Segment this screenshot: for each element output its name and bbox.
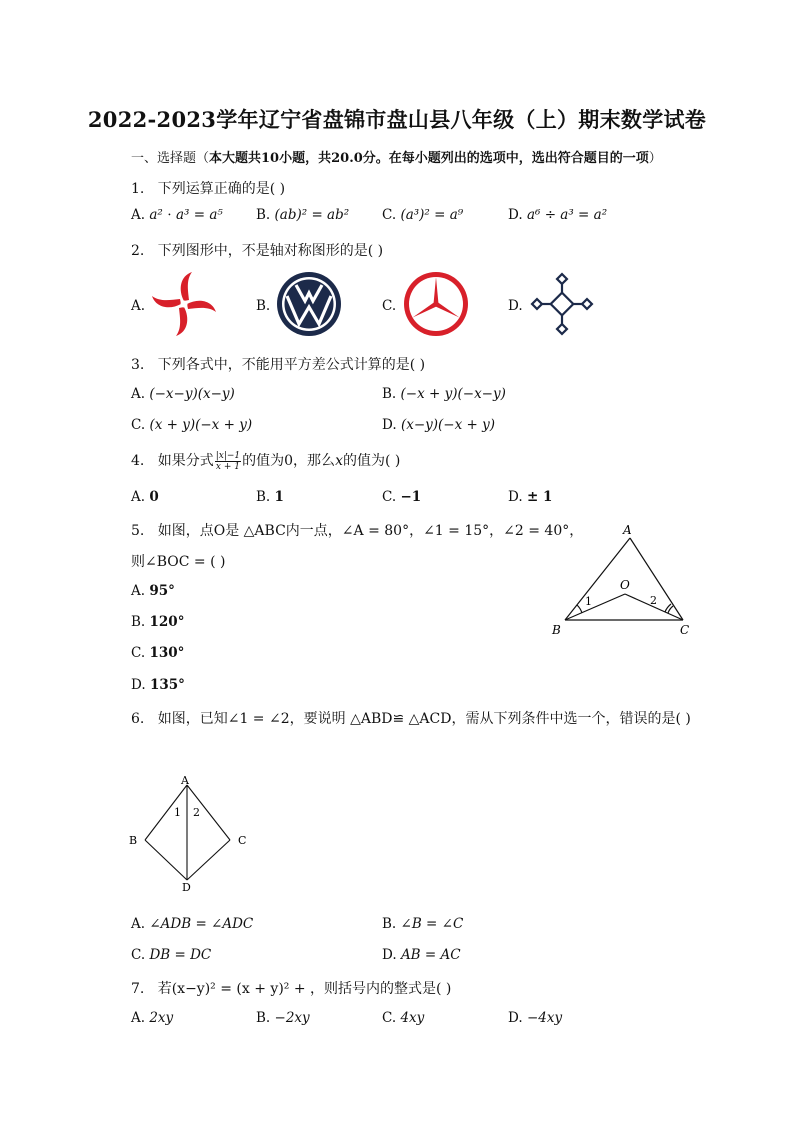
side-cd	[187, 840, 230, 880]
option-text: 130°	[149, 645, 185, 661]
question-variable: x	[335, 453, 343, 469]
option-text: 120°	[149, 614, 185, 630]
label-a: A	[623, 523, 632, 537]
option-text: (x−y)(−x + y)	[400, 417, 496, 433]
side-bd	[145, 840, 187, 880]
question-number: 5.	[131, 523, 145, 539]
option-text: AB = AC	[400, 947, 461, 963]
label-angle-1: 1	[174, 806, 181, 819]
option-text: 1	[274, 489, 284, 505]
q3-option-a[interactable]	[131, 386, 235, 402]
option-text: (a³)² = a⁹	[400, 207, 464, 223]
q4-option-d[interactable]	[508, 489, 552, 505]
option-text: (−x + y)(−x−y)	[400, 386, 506, 402]
section-heading-prefix: 一、选择题（	[131, 151, 210, 166]
question-1	[131, 178, 285, 198]
q3-option-c[interactable]	[131, 417, 252, 433]
option-text: 4xy	[400, 1010, 425, 1026]
q7-option-a[interactable]	[131, 1010, 173, 1026]
option-letter: B.	[256, 298, 271, 314]
q2-option-a[interactable]	[131, 298, 145, 314]
question-4	[131, 450, 400, 472]
q3-option-d[interactable]	[382, 417, 495, 433]
question-stem: 下列运算正确的是( )	[157, 181, 286, 197]
question-stem-post: 的值为( )	[342, 453, 401, 469]
q2-option-d[interactable]	[508, 298, 523, 314]
option-letter: A.	[131, 298, 146, 314]
question-number: 2.	[131, 243, 145, 259]
option-letter: B.	[256, 207, 271, 223]
question-number: 4.	[131, 453, 145, 469]
label-angle-2: 2	[650, 594, 657, 607]
q7-option-c[interactable]	[382, 1010, 424, 1026]
option-letter: A.	[131, 489, 146, 505]
three-pointed-star-icon	[402, 270, 470, 338]
vw-logo-icon	[275, 270, 343, 338]
q6-option-c[interactable]	[131, 947, 211, 963]
label-angle-2: 2	[193, 806, 200, 819]
section-heading-tail: ）	[648, 151, 662, 166]
option-text: 2xy	[149, 1010, 174, 1026]
option-text: −1	[400, 489, 422, 505]
option-letter: C.	[131, 417, 146, 433]
option-letter: D.	[508, 1010, 523, 1026]
option-letter: B.	[256, 1010, 271, 1026]
q6-option-d[interactable]	[382, 947, 461, 963]
option-text: −2xy	[274, 1010, 310, 1026]
option-letter: C.	[382, 1010, 397, 1026]
pinwheel-icon	[150, 270, 218, 338]
option-text: ∠ADB = ∠ADC	[149, 916, 254, 932]
q7-option-d[interactable]	[508, 1010, 562, 1026]
option-letter: C.	[131, 645, 146, 661]
option-letter: B.	[131, 614, 146, 630]
kite-abcd-figure	[125, 770, 255, 895]
option-text: ± 1	[526, 489, 553, 505]
option-letter: D.	[382, 947, 397, 963]
option-text: 135°	[149, 677, 185, 693]
option-letter: B.	[256, 489, 271, 505]
option-letter: D.	[508, 489, 523, 505]
label-a: A	[181, 774, 189, 787]
q1-option-b[interactable]	[256, 207, 349, 223]
option-letter: B.	[382, 386, 397, 402]
section-heading-bold: 本大题共10小题，共20.0分。在每小题列出的选项中，选出符合题目的一项	[209, 151, 649, 166]
q6-option-b[interactable]	[382, 916, 463, 932]
question-5-line-2: 则∠BOC = ( )	[131, 554, 226, 570]
question-number: 3.	[131, 357, 145, 373]
option-text: ∠B = ∠C	[400, 916, 464, 932]
option-letter: A.	[131, 583, 146, 599]
question-stem: 下列图形中，不是轴对称图形的是( )	[157, 243, 384, 259]
question-stem: 如图，点O是 △ABC内一点，∠A = 80°，∠1 = 15°，∠2 = 40°，	[157, 523, 584, 539]
fraction	[215, 451, 241, 472]
q2-option-c[interactable]	[382, 298, 396, 314]
page-title: 2022-2023学年辽宁省盘锦市盘山县八年级（上）期末数学试卷	[87, 107, 707, 132]
label-c: C	[680, 623, 690, 637]
option-letter: A.	[131, 1010, 146, 1026]
option-text: (−x−y)(x−y)	[149, 386, 235, 402]
question-stem: 下列各式中，不能用平方差公式计算的是( )	[157, 357, 426, 373]
option-letter: D.	[131, 677, 146, 693]
q5-option-d[interactable]	[131, 677, 185, 693]
question-stem-mid: 的值为0，那么	[242, 453, 336, 469]
option-letter: B.	[382, 916, 397, 932]
option-letter: D.	[508, 207, 523, 223]
option-letter: A.	[131, 916, 146, 932]
fraction-denominator: x + 1	[215, 461, 240, 472]
question-6	[131, 708, 691, 728]
diamond-cross-icon	[530, 272, 594, 336]
question-stem: 如图，已知∠1 = ∠2，要说明 △ABD≌ △ACD，需从下列条件中选一个，错误的是( )	[157, 711, 691, 727]
q6-option-a[interactable]	[131, 916, 253, 932]
option-letter: C.	[382, 207, 397, 223]
segment-bo	[565, 594, 625, 620]
q1-option-d[interactable]	[508, 207, 607, 223]
option-text: a⁶ ÷ a³ = a²	[526, 207, 608, 223]
angle-2-arc-inner	[668, 606, 673, 613]
option-letter: C.	[131, 947, 146, 963]
option-text: 95°	[149, 583, 175, 599]
label-b: B	[129, 834, 138, 847]
option-letter: C.	[382, 489, 397, 505]
label-angle-1: 1	[585, 595, 592, 608]
option-text: (ab)² = ab²	[274, 207, 350, 223]
q2-option-b[interactable]	[256, 298, 270, 314]
q4-option-b[interactable]	[256, 489, 284, 505]
label-d: D	[182, 881, 191, 894]
fraction-numerator: |x|−1	[215, 450, 241, 461]
q7-option-b[interactable]	[256, 1010, 310, 1026]
option-letter: C.	[382, 298, 397, 314]
option-letter: D.	[508, 298, 523, 314]
q5-option-b[interactable]	[131, 614, 184, 630]
option-text: 0	[149, 489, 159, 505]
question-3	[131, 354, 425, 374]
section-heading	[131, 147, 662, 166]
question-5	[131, 520, 583, 540]
option-text: (x + y)(−x + y)	[149, 417, 253, 433]
label-c: C	[238, 834, 247, 847]
option-text: −4xy	[526, 1010, 563, 1026]
triangle-abc-figure	[545, 518, 700, 640]
label-o: O	[620, 578, 630, 592]
question-stem-pre: 如果分式	[157, 453, 214, 469]
q1-option-a[interactable]	[131, 207, 223, 223]
question-stem: 若(x−y)² = (x + y)² + ，则括号内的整式是( )	[157, 981, 452, 997]
question-7	[131, 978, 451, 998]
option-letter: A.	[131, 386, 146, 402]
q1-option-c[interactable]	[382, 207, 463, 223]
option-letter: D.	[382, 417, 397, 433]
angle-2-arc	[665, 604, 671, 612]
option-letter: A.	[131, 207, 146, 223]
option-text: a² ⋅ a³ = a⁵	[149, 207, 223, 223]
q4-option-a[interactable]	[131, 489, 159, 505]
q5-option-c[interactable]	[131, 645, 184, 661]
option-text: DB = DC	[149, 947, 212, 963]
q3-option-b[interactable]	[382, 386, 506, 402]
question-2	[131, 240, 383, 260]
question-number: 1.	[131, 181, 145, 197]
q5-option-a[interactable]	[131, 583, 175, 599]
question-number: 7.	[131, 981, 145, 997]
label-b: B	[552, 623, 561, 637]
question-number: 6.	[131, 711, 145, 727]
angle-1-arc	[577, 605, 582, 613]
q4-option-c[interactable]	[382, 489, 421, 505]
